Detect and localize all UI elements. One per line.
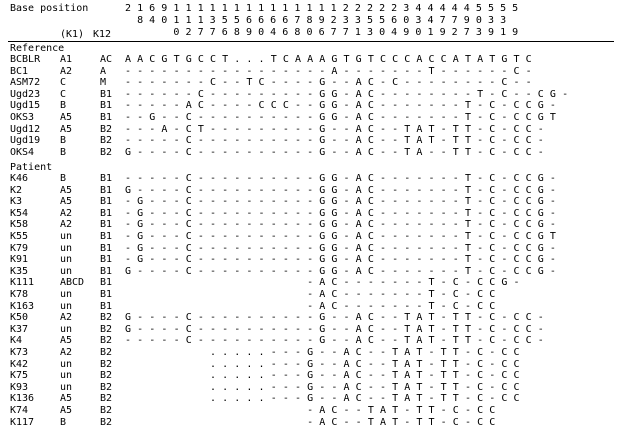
k1-genotype: A5 xyxy=(60,196,73,208)
position-digit: 0 xyxy=(415,27,422,38)
position-digit: 3 xyxy=(209,15,216,26)
k1-column-header: (K1) xyxy=(60,29,85,40)
sequence-bases: - G - - - C - - - - - - - - - - G G - A C - - - - - - - T - C - C C G - xyxy=(125,196,557,208)
k1-genotype: A1 xyxy=(60,54,73,65)
k1-genotype: A2 xyxy=(60,207,73,219)
sequence-name: K78 xyxy=(10,289,29,300)
k12-subtype: B1 xyxy=(100,184,113,196)
sequence-bases: - A C - - - - - - - T - C - C C xyxy=(125,289,496,300)
sequence-name: BC1 xyxy=(10,65,29,77)
position-digit: 6 xyxy=(270,15,277,26)
k12-subtype: B2 xyxy=(100,123,113,135)
position-digit: 1 xyxy=(185,15,192,26)
k1-genotype: A5 xyxy=(60,393,73,405)
sequence-bases: - A C - - T A T - T T - C - C C xyxy=(125,405,496,416)
sequence-bases: - G - - - C - - - - - - - - - - G G - A C - - - - - - - T - C - C C G - xyxy=(125,242,557,254)
k12-subtype: B1 xyxy=(100,88,113,100)
position-digit: 8 xyxy=(233,27,240,38)
sequence-name: K4 xyxy=(10,335,23,347)
position-digit: 4 xyxy=(415,3,422,14)
position-digit: 0 xyxy=(173,27,180,38)
k12-subtype: B1 xyxy=(100,254,113,266)
position-digit: 3 xyxy=(354,15,361,26)
k12-subtype: B2 xyxy=(100,312,113,324)
position-digit: 4 xyxy=(270,27,277,38)
sequence-name: OKS4 xyxy=(10,146,35,158)
position-digit: 2 xyxy=(451,27,458,38)
position-digit: 5 xyxy=(366,15,374,26)
k1-genotype: B xyxy=(60,146,67,158)
position-digit: 9 xyxy=(487,27,495,38)
sequence-name: K46 xyxy=(10,173,29,184)
k1-genotype: A2 xyxy=(60,347,73,358)
k12-subtype: M xyxy=(100,77,107,89)
k12-subtype: B1 xyxy=(100,196,113,208)
sequence-name: K3 xyxy=(10,196,23,208)
position-digit: 0 xyxy=(475,15,482,26)
sequence-bases: - - - - - - - - - - - - - - - - - A - - - - - - - T - - - - - - C - xyxy=(125,65,532,77)
sequence-bases: G - - - - C - - - - - - - - - - G G - A C - - - - - - - T - C - C C G - xyxy=(125,184,557,196)
k12-subtype: B2 xyxy=(100,381,113,393)
position-digit: 7 xyxy=(342,27,349,38)
position-digit: 3 xyxy=(403,3,410,14)
k1-genotype: B xyxy=(60,416,67,428)
k12-subtype: B2 xyxy=(100,370,113,382)
sequence-bases: . . . . . - - - G - - A C - - T A T - T T - C - C C xyxy=(125,358,520,370)
sequence-name: K73 xyxy=(10,347,29,358)
position-digit: 6 xyxy=(149,3,156,14)
k1-genotype: un xyxy=(60,370,73,382)
position-digit: 1 xyxy=(233,3,240,14)
position-digit: 5 xyxy=(379,15,386,26)
position-digit: 9 xyxy=(439,27,446,38)
position-digit: 1 xyxy=(427,27,434,38)
position-digit: 1 xyxy=(137,3,144,14)
patient-section-label: Patient xyxy=(10,162,53,173)
position-digit: 8 xyxy=(306,15,313,26)
position-digit: 3 xyxy=(342,15,349,26)
sequence-bases: - G - - - C - - - - - - - - - - G G - A C - - - - - - - T - C - C C G - xyxy=(125,254,557,266)
k12-subtype: B1 xyxy=(100,231,113,242)
position-digit: 7 xyxy=(197,27,204,38)
k12-subtype: B2 xyxy=(100,405,113,416)
k1-genotype: un xyxy=(60,254,73,266)
position-digit: 0 xyxy=(161,15,168,26)
sequence-name: Ugd19 xyxy=(10,135,41,147)
position-digit: 2 xyxy=(379,3,386,14)
sequence-bases: - - - - - - - C - - T C - - - - G - - A C - C - - - - - - - - C - - xyxy=(125,77,532,89)
k1-genotype: A2 xyxy=(60,312,73,324)
position-digit: 7 xyxy=(294,15,301,26)
sequence-bases: - - - - - C - - - - - - - - - - G G - A C - - - - - - - T - C - C C G - xyxy=(125,173,557,184)
k12-subtype: B2 xyxy=(100,416,113,428)
position-digit: 6 xyxy=(245,15,253,26)
position-digit: 0 xyxy=(379,27,386,38)
k12-subtype: AC xyxy=(100,54,113,65)
sequence-bases: - G - - - C - - - - - - - - - - G G - A C - - - - - - - T - C - C C G - xyxy=(125,207,557,219)
position-digit: 4 xyxy=(391,27,398,38)
sequence-name: K58 xyxy=(10,219,29,231)
sequence-bases: . . . . . - - - G - - A C - - T A T - T T - C - C C xyxy=(125,370,520,382)
position-digit: 6 xyxy=(282,15,289,26)
position-digit: 1 xyxy=(270,3,277,14)
position-digit: 4 xyxy=(439,3,446,14)
sequence-bases: G - - - - C - - - - - - - - - - G - - A C - - T A - - T T - C - C C - xyxy=(125,146,544,158)
sequence-bases: - - - - - - C - - - - - - - - - G G - A C - - - - - - - - T - C - - C G - xyxy=(125,88,569,100)
position-digit: 0 xyxy=(306,27,313,38)
position-digit: 4 xyxy=(149,15,156,26)
position-digit: 2 xyxy=(185,27,192,38)
sequence-bases: - - G - - C - - - - - - - - - - G G - A C - - - - - - - T - C - C C G T xyxy=(125,112,557,123)
k1-genotype: A5 xyxy=(60,405,73,416)
k1-genotype: A5 xyxy=(60,335,73,347)
position-digit: 1 xyxy=(306,3,313,14)
position-digit: 2 xyxy=(124,3,132,14)
sequence-name: K55 xyxy=(10,231,29,242)
position-digit: 1 xyxy=(173,3,180,14)
sequence-name: K111 xyxy=(10,277,35,289)
k12-subtype: B1 xyxy=(100,277,113,289)
k1-genotype: un xyxy=(60,231,73,242)
k12-subtype: B1 xyxy=(100,100,113,112)
position-digit: 3 xyxy=(500,15,507,26)
position-digit: 1 xyxy=(294,3,301,14)
sequence-name: K74 xyxy=(10,405,29,416)
position-digit: 3 xyxy=(415,15,422,26)
k12-column-header: K12 xyxy=(93,29,112,40)
sequence-bases: - - - - - C - - - - - - - - - - G - - A C - - T A T - T T - C - C C - xyxy=(125,335,544,347)
sequence-name: K50 xyxy=(10,312,29,324)
k12-subtype: B1 xyxy=(100,265,113,277)
position-digit: 1 xyxy=(197,3,204,14)
position-digit: 5 xyxy=(475,3,482,14)
position-digit: 5 xyxy=(487,3,495,14)
position-digit: 1 xyxy=(185,3,192,14)
sequence-name: K93 xyxy=(10,381,29,393)
position-digit: 4 xyxy=(427,15,434,26)
position-digit: 1 xyxy=(221,3,228,14)
base-position-title: Base position xyxy=(10,3,89,14)
position-digit: 1 xyxy=(282,3,289,14)
sequence-name: OKS3 xyxy=(10,112,35,123)
position-digit: 9 xyxy=(161,3,168,14)
k12-subtype: B1 xyxy=(100,289,113,300)
position-digit: 7 xyxy=(439,15,446,26)
sequence-bases: G - - - - C - - - - - - - - - - G - - A C - - T A T - T T - C - C C - xyxy=(125,323,544,335)
sequence-name: Ugd23 xyxy=(10,88,41,100)
k12-subtype: B2 xyxy=(100,358,113,370)
sequence-bases: . . . . . - - - G - - A C - - T A T - T T - C - C C xyxy=(125,393,520,405)
k12-subtype: B1 xyxy=(100,219,113,231)
position-digit: 7 xyxy=(209,27,216,38)
sequence-bases: - G - - - C - - - - - - - - - - G G - A C - - - - - - - T - C - C C G - xyxy=(125,219,557,231)
sequence-name: Ugd12 xyxy=(10,123,41,135)
k1-genotype: un xyxy=(60,323,73,335)
position-digit: 6 xyxy=(282,27,289,38)
k1-genotype: B xyxy=(60,173,67,184)
sequence-bases: - - - A - C T - - - - - - - - - G - - A C - - T A T - T T - C - C C - xyxy=(125,123,544,135)
position-digit: 7 xyxy=(330,27,337,38)
position-digit: 1 xyxy=(209,3,216,14)
position-digit: 1 xyxy=(354,27,361,38)
reference-section-label: Reference xyxy=(10,43,65,54)
k1-genotype: A5 xyxy=(60,184,73,196)
sequence-name: K117 xyxy=(10,416,35,428)
position-digit: 9 xyxy=(245,27,253,38)
sequence-bases: A A C G T G C C T . . . T C A A A G T G T C C C A C C A T A T G T C xyxy=(125,54,532,65)
position-digit: 1 xyxy=(245,3,253,14)
k1-genotype: un xyxy=(60,358,73,370)
sequence-bases: - - - - - A C - - - - C C C - - G G - A C - - - - - - - T - C - C C G - xyxy=(125,100,557,112)
sequence-name: K163 xyxy=(10,300,35,312)
position-digit: 8 xyxy=(137,15,144,26)
sequence-name: K37 xyxy=(10,323,29,335)
position-digit: 4 xyxy=(463,3,470,14)
position-digit: 9 xyxy=(512,27,519,38)
position-digit: 1 xyxy=(258,3,265,14)
k1-genotype: A5 xyxy=(60,123,73,135)
position-digit: 1 xyxy=(173,15,180,26)
k12-subtype: B2 xyxy=(100,347,113,358)
sequence-name: K35 xyxy=(10,265,29,277)
position-digit: 3 xyxy=(475,27,482,38)
position-digit: 1 xyxy=(197,15,204,26)
sequence-name: Ugd15 xyxy=(10,100,41,112)
position-digit: 9 xyxy=(318,15,325,26)
k1-genotype: C xyxy=(60,88,67,100)
k1-genotype: A2 xyxy=(60,65,73,77)
sequence-bases: . . . . . - - - G - - A C - - T A T - T T - C - C C xyxy=(125,381,520,393)
position-digit: 6 xyxy=(258,15,265,26)
k12-subtype: B1 xyxy=(100,300,113,312)
k1-genotype: C xyxy=(60,77,67,89)
sequence-name: K2 xyxy=(10,184,23,196)
sequence-name: K42 xyxy=(10,358,29,370)
k1-genotype: A2 xyxy=(60,219,73,231)
k1-genotype: un xyxy=(60,289,73,300)
sequence-bases: - A C - - T A T - T T - C - C C xyxy=(125,416,496,428)
k12-subtype: B1 xyxy=(100,112,113,123)
k1-genotype: A5 xyxy=(60,112,73,123)
position-digit: 9 xyxy=(463,15,470,26)
k1-genotype: un xyxy=(60,381,73,393)
sequence-bases: - G - - - C - - - - - - - - - - G G - A C - - - - - - - T - C - C C G T xyxy=(125,231,557,242)
position-digit: 9 xyxy=(403,27,410,38)
position-digit: 1 xyxy=(318,3,325,14)
position-digit: 7 xyxy=(451,15,458,26)
position-digit: 2 xyxy=(330,15,337,26)
sequence-name: ASM72 xyxy=(10,77,41,89)
k12-subtype: B2 xyxy=(100,393,113,405)
position-digit: 2 xyxy=(342,3,349,14)
k12-subtype: B2 xyxy=(100,335,113,347)
k1-genotype: un xyxy=(60,300,73,312)
position-digit: 5 xyxy=(221,15,228,26)
sequence-bases: - - - - - C - - - - - - - - - - G - - A C - - T A T - T T - C - C C - xyxy=(125,135,544,147)
header-divider xyxy=(8,41,614,42)
sequence-bases: - A C - - - - - - - T - C - C C xyxy=(125,300,496,312)
k12-subtype: A xyxy=(100,65,107,77)
position-digit: 3 xyxy=(366,27,374,38)
position-digit: 0 xyxy=(403,15,410,26)
position-digit: 1 xyxy=(330,3,337,14)
position-digit: 4 xyxy=(427,3,434,14)
k1-genotype: un xyxy=(60,242,73,254)
sequence-name: K54 xyxy=(10,207,29,219)
position-digit: 5 xyxy=(500,3,507,14)
k1-genotype: B xyxy=(60,100,67,112)
sequence-name: BCBLR xyxy=(10,54,41,65)
sequence-name: K75 xyxy=(10,370,29,382)
k12-subtype: B2 xyxy=(100,135,113,147)
k1-genotype: ABCD xyxy=(60,277,85,289)
position-digit: 6 xyxy=(391,15,398,26)
position-digit: 1 xyxy=(500,27,507,38)
position-digit: 2 xyxy=(391,3,398,14)
position-digit: 2 xyxy=(354,3,361,14)
sequence-bases: . . . . . - - - G - - A C - - T A T - T T - C - C C xyxy=(125,347,520,358)
k12-subtype: B1 xyxy=(100,207,113,219)
sequence-name: K91 xyxy=(10,254,29,266)
position-digit: 4 xyxy=(451,3,458,14)
sequence-name: K136 xyxy=(10,393,35,405)
k12-subtype: B1 xyxy=(100,173,113,184)
position-digit: 7 xyxy=(463,27,470,38)
position-digit: 8 xyxy=(294,27,301,38)
k1-genotype: B xyxy=(60,135,67,147)
sequence-bases: G - - - - C - - - - - - - - - - G - - A C - - T A T - T T - C - C C - xyxy=(125,312,544,324)
k12-subtype: B1 xyxy=(100,242,113,254)
position-digit: 0 xyxy=(258,27,265,38)
position-digit: 3 xyxy=(487,15,495,26)
k12-subtype: B2 xyxy=(100,146,113,158)
position-digit: 6 xyxy=(318,27,325,38)
position-digit: 6 xyxy=(221,27,228,38)
k12-subtype: B2 xyxy=(100,323,113,335)
sequence-bases: - A C - - - - - - - T - C - C C G - xyxy=(125,277,520,289)
position-digit: 5 xyxy=(233,15,240,26)
k1-genotype: un xyxy=(60,265,73,277)
position-digit: 2 xyxy=(366,3,374,14)
sequence-name: K79 xyxy=(10,242,29,254)
sequence-bases: G - - - - C - - - - - - - - - - G G - A C - - - - - - - T - C - C C G - xyxy=(125,265,557,277)
position-digit: 5 xyxy=(512,3,519,14)
